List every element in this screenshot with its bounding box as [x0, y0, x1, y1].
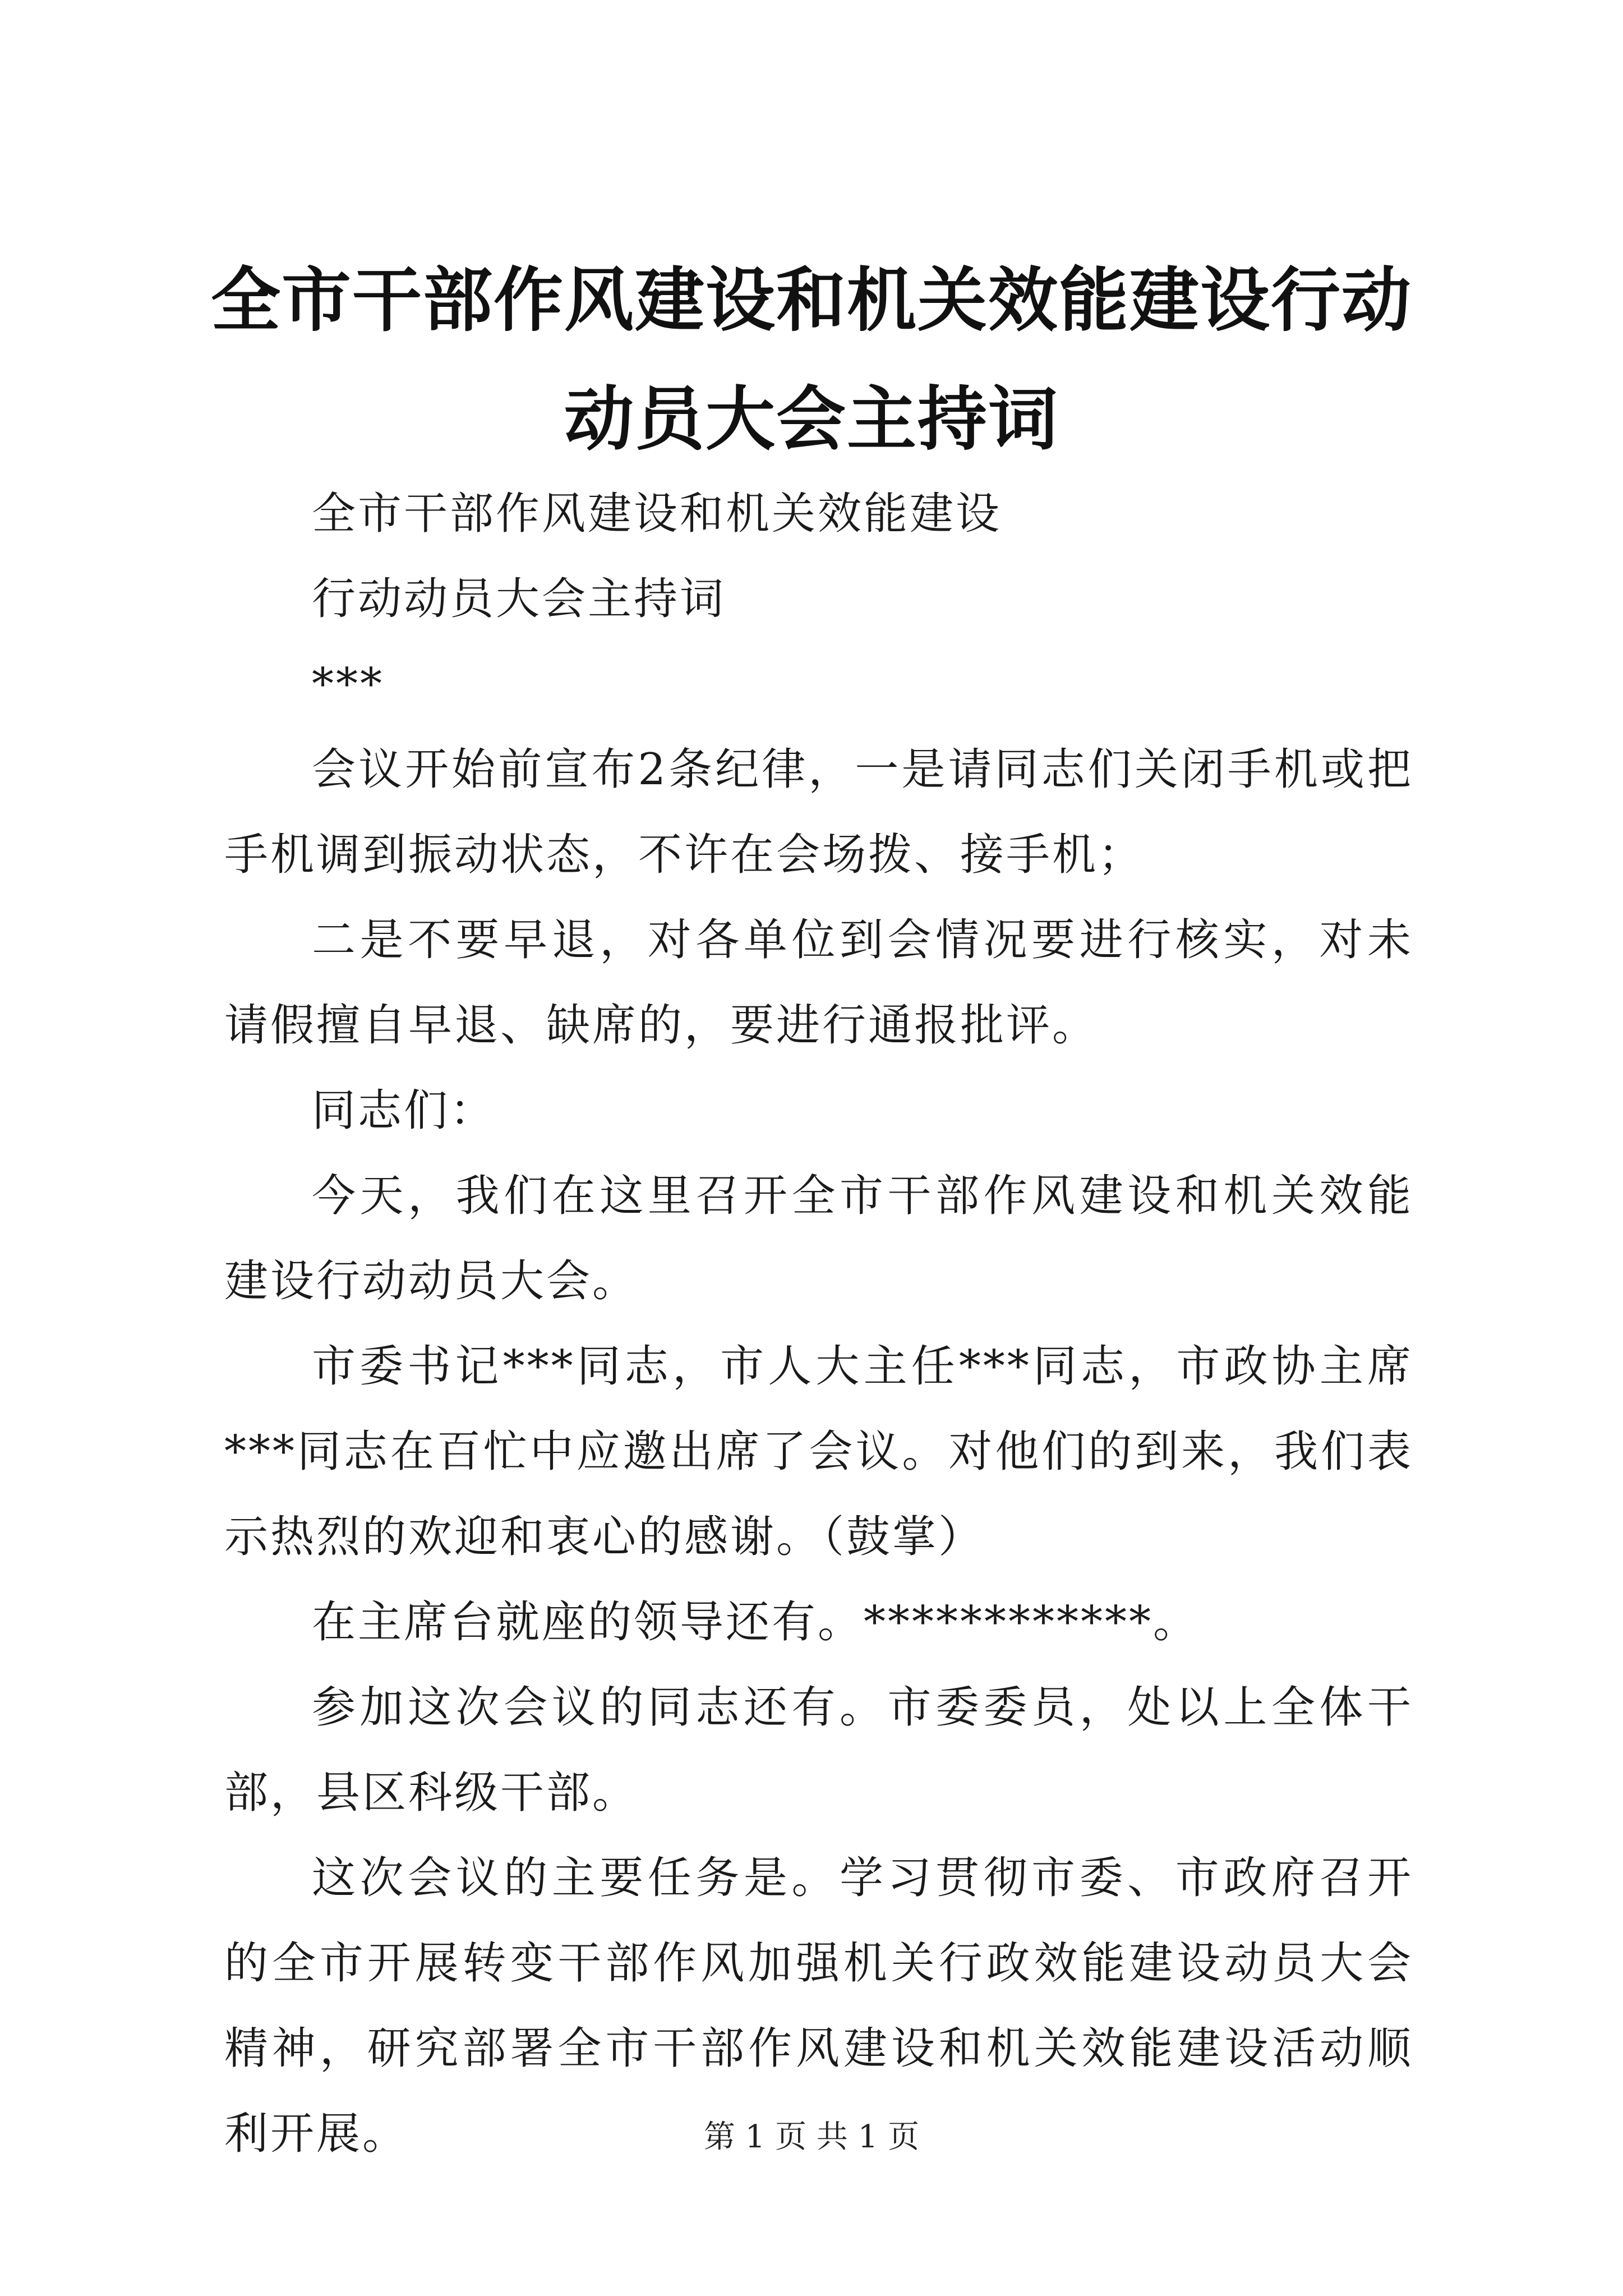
- document-body: [224, 471, 1413, 2177]
- paragraph: 全市干部作风建设和机关效能建设: [312, 489, 1002, 539]
- paragraph: 同志们：: [312, 1085, 496, 1136]
- paragraph: 二是不要早退，对各单位到会情况要进行核实，对未请假擅自早退、缺席的，要进行通报批评。: [224, 915, 1413, 1051]
- paragraph: ***: [312, 659, 384, 710]
- document-title: 全市干部作风建设和机关效能建设行动动员大会主持词: [210, 260, 1412, 460]
- paragraph: 今天，我们在这里召开全市干部作风建设和机关效能建设行动动员大会。: [224, 1171, 1413, 1306]
- paragraph: 这次会议的主要任务是。学习贯彻市委、市政府召开的全市开展转变干部作风加强机关行政效能建设动员大会精神，研究部署全市干部作风建设和机关效能建设活动顺利开展。: [224, 1853, 1413, 2159]
- page-footer: 第 1 页 共 1 页: [703, 2119, 920, 2155]
- paragraph: 市委书记***同志，市人大主任***同志，市政协主席***同志在百忙中应邀出席了会议。对他们的到来，我们表示热烈的欢迎和衷心的感谢。（鼓掌）: [224, 1341, 1413, 1562]
- paragraph: 会议开始前宣布2条纪律，一是请同志们关闭手机或把手机调到振动状态，不许在会场拨、接手机；: [224, 744, 1413, 880]
- paragraph: 在主席台就座的领导还有。************。: [312, 1597, 1200, 1648]
- paragraph: 参加这次会议的同志还有。市委委员，处以上全体干部，县区科级干部。: [224, 1682, 1413, 1818]
- paragraph: 行动动员大会主持词: [312, 574, 726, 624]
